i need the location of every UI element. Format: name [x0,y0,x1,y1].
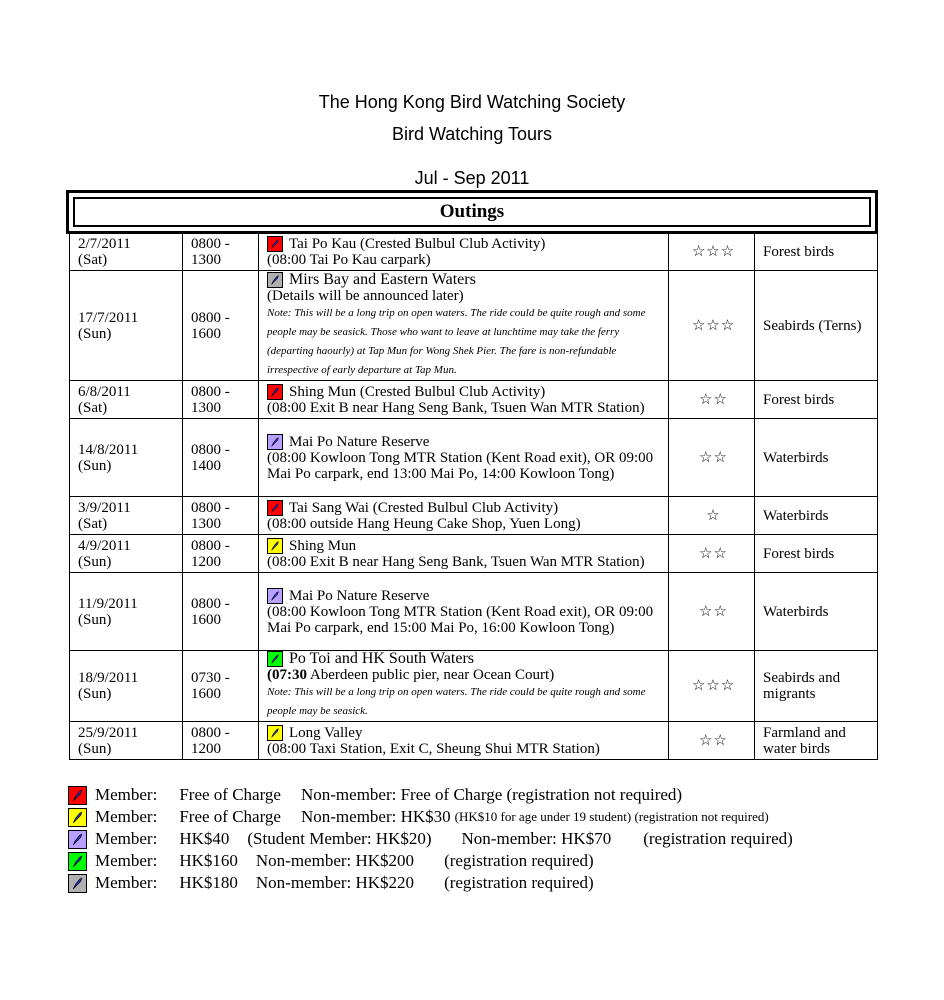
outing-row [70,233,878,271]
period-label: Jul - Sep 2011 [414,168,530,188]
legend-row [68,806,793,828]
outing-title-row [267,384,664,400]
outing-title-row [267,500,664,516]
legend-text: Member: [95,785,158,804]
outing-time-cell [183,722,259,760]
outing-title-row [267,588,664,604]
outing-row [70,535,878,573]
outing-row [70,497,878,535]
outing-time-end: 1200 [191,740,221,757]
outing-location: Mai Po Nature Reserve [289,587,430,604]
outing-day: (Sun) [78,686,112,702]
outing-date: 17/7/2011 [78,309,139,326]
outing-meeting-detail: (08:00 Tai Po Kau carpark) [267,251,431,268]
legend-text: Member: [95,873,158,892]
difficulty-rating: ☆☆☆ [669,233,755,271]
outing-time-end: 1400 [191,457,221,474]
bird-fee-icon [267,272,283,288]
outing-meeting-detail: (08:00 Taxi Station, Exit C, Sheung Shui MTR Station) [267,740,600,757]
outing-description-cell [259,573,669,651]
outing-meeting-point [267,667,664,683]
legend-text: HK$160 [179,851,238,870]
outings-banner [66,190,878,234]
difficulty-rating: ☆☆ [669,381,755,419]
outing-description-cell [259,497,669,535]
legend-text: (registration required) [643,829,793,848]
outing-date-cell [70,419,183,497]
outing-date: 2/7/2011 [78,235,131,252]
outing-title-row [267,725,664,741]
bird-fee-icon [267,384,283,400]
outings-heading: Outings [73,197,871,227]
difficulty-rating: ☆☆☆ [669,271,755,381]
outing-meeting-detail: (08:00 Kowloon Tong MTR Station (Kent Road exit), OR 09:00 Mai Po carpark, end 15:00 Mai Po, 16:00 Kowloon Tong) [267,603,654,636]
bird-fee-icon [267,588,283,604]
outing-description-cell [259,233,669,271]
outing-time-cell [183,233,259,271]
outing-date: 4/9/2011 [78,537,131,554]
outing-time-cell [183,573,259,651]
difficulty-rating: ☆☆☆ [669,651,755,722]
bird-type: Waterbirds [755,573,878,651]
legend-row [68,828,793,850]
outing-meeting-detail: (08:00 Exit B near Hang Seng Bank, Tsuen Wan MTR Station) [267,553,645,570]
outing-time-start: 0800 - [191,595,230,612]
outing-title-row [267,272,664,288]
fee-legend [68,784,793,894]
outing-meeting-time: (07:30 [267,667,307,683]
legend-text: Member: [95,851,158,870]
outing-time-start: 0800 - [191,499,230,516]
bird-type: Seabirds and migrants [755,651,878,722]
legend-text: Non-member: HK$30 [300,807,451,826]
outing-row [70,573,878,651]
outing-description-cell [259,419,669,497]
difficulty-rating: ☆ [669,497,755,535]
outing-date-cell [70,271,183,381]
outing-day: (Sun) [78,325,112,342]
outing-location: Tai Po Kau (Crested Bulbul Club Activity) [289,235,546,252]
bird-fee-icon [267,434,283,450]
outing-description-cell [259,271,669,381]
outing-meeting-detail: Aberdeen public pier, near Ocean Court) [307,667,555,683]
outing-date-cell [70,722,183,760]
outing-time-cell [183,651,259,722]
legend-text: Member: [95,807,158,826]
bird-fee-icon [267,651,283,667]
outing-date-cell [70,233,183,271]
outing-location: Mirs Bay and Eastern Waters [289,270,476,288]
outing-location: Tai Sang Wai (Crested Bulbul Club Activity) [289,499,559,516]
outing-meeting-point [267,252,664,268]
outing-date: 11/9/2011 [78,595,138,612]
outing-row [70,651,878,722]
legend-text: (HK$10 for age under 19 student) (registration not required) [454,809,769,824]
outing-time-start: 0800 - [191,383,230,400]
outing-time-start: 0730 - [191,670,230,686]
outing-date: 14/8/2011 [78,441,139,458]
outing-date-cell [70,381,183,419]
outing-title-row [267,538,664,554]
legend-text: (Student Member: HK$20) [247,829,432,848]
legend-text: Non-member: HK$70 [461,829,612,848]
outing-day: (Sat) [78,515,108,532]
outing-title-row [267,236,664,252]
outing-location: Shing Mun (Crested Bulbul Club Activity) [289,383,546,400]
outing-note: Note: This will be a long trip on open waters. The ride could be quite rough and some people may be seasick. [267,686,646,717]
outing-meeting-detail: (08:00 Exit B near Hang Seng Bank, Tsuen Wan MTR Station) [267,399,645,416]
outing-date-cell [70,573,183,651]
bird-fee-icon [267,725,283,741]
legend-text: Free of Charge [179,785,281,804]
outing-meeting-point [267,604,664,636]
bird-type: Farmland and water birds [755,722,878,760]
outing-meeting-detail: (08:00 outside Hang Heung Cake Shop, Yuen Long) [267,515,581,532]
outing-date: 6/8/2011 [78,383,131,400]
legend-row [68,784,793,806]
outing-meeting-detail: (08:00 Kowloon Tong MTR Station (Kent Road exit), OR 09:00 Mai Po carpark, end 13:00 Mai Po, 14:00 Kowloon Tong) [267,449,654,482]
outing-day: (Sun) [78,457,112,474]
legend-text: Member: [95,829,158,848]
outing-time-cell [183,271,259,381]
page-subtitle: Bird Watching Tours [391,124,553,144]
outing-time-cell [183,497,259,535]
outing-date-cell [70,497,183,535]
org-title: The Hong Kong Bird Watching Society [318,92,626,112]
legend-text: HK$180 [179,873,238,892]
bird-type: Forest birds [755,233,878,271]
outing-time-end: 1600 [191,611,221,628]
legend-text: Non-member: HK$220 [255,873,415,892]
difficulty-rating: ☆☆ [669,535,755,573]
outing-description-cell [259,381,669,419]
bird-type: Waterbirds [755,419,878,497]
outing-location: Shing Mun [289,537,357,554]
outing-title-row [267,651,664,667]
outing-time-cell [183,419,259,497]
outing-meeting-point [267,554,664,570]
outings-table [69,232,878,760]
bird-type: Waterbirds [755,497,878,535]
outing-time-end: 1300 [191,515,221,532]
legend-row [68,850,793,872]
outing-row [70,419,878,497]
outing-time-end: 1600 [191,325,221,342]
outing-description-cell [259,651,669,722]
legend-text: Non-member: Free of Charge (registration not required) [300,785,683,804]
bird-fee-icon [68,786,87,805]
outing-day: (Sun) [78,553,112,570]
outing-row [70,722,878,760]
outing-day: (Sun) [78,740,112,757]
outing-note: Note: This will be a long trip on open waters. The ride could be quite rough and some people may be seasick. Those who want to leave at lunchtime may take the ferry (departing haourly) at Tap Mun for Wong Shek Pier. The fare is non-refundable irrespective of early departure at Tap Mun. [267,306,646,376]
outing-time-end: 1200 [191,553,221,570]
outing-time-start: 0800 - [191,309,230,326]
legend-text: (registration required) [444,873,594,892]
bird-fee-icon [68,852,87,871]
outing-time-cell [183,381,259,419]
outing-day: (Sun) [78,611,112,628]
bird-fee-icon [267,500,283,516]
outing-location: Mai Po Nature Reserve [289,433,430,450]
bird-fee-icon [267,538,283,554]
difficulty-rating: ☆☆ [669,573,755,651]
outing-meeting-point [267,516,664,532]
outing-location: Po Toi and HK South Waters [289,650,474,667]
bird-type: Seabirds (Terns) [755,271,878,381]
outing-time-start: 0800 - [191,537,230,554]
outing-title-row [267,434,664,450]
outing-meeting-point [267,450,664,482]
bird-fee-icon [68,874,87,893]
bird-fee-icon [68,808,87,827]
outing-date-cell [70,535,183,573]
difficulty-rating: ☆☆ [669,722,755,760]
outing-time-end: 1300 [191,399,221,416]
legend-row [68,872,793,894]
outing-date: 3/9/2011 [78,499,131,516]
difficulty-rating: ☆☆ [669,419,755,497]
outing-meeting-point [267,288,664,304]
outing-row [70,381,878,419]
outing-date-cell [70,651,183,722]
outing-day: (Sat) [78,251,108,268]
outing-meeting-detail: (Details will be announced later) [267,287,464,304]
outing-date: 18/9/2011 [78,670,139,686]
outing-time-end: 1600 [191,686,221,702]
outing-date: 25/9/2011 [78,724,139,741]
outing-time-start: 0800 - [191,235,230,252]
bird-fee-icon [267,236,283,252]
outing-time-start: 0800 - [191,441,230,458]
legend-text: HK$40 [179,829,230,848]
outing-time-start: 0800 - [191,724,230,741]
bird-type: Forest birds [755,381,878,419]
outing-row [70,271,878,381]
outing-meeting-point [267,741,664,757]
outing-time-cell [183,535,259,573]
bird-type: Forest birds [755,535,878,573]
outing-day: (Sat) [78,399,108,416]
legend-text: Free of Charge [179,807,281,826]
bird-fee-icon [68,830,87,849]
outing-location: Long Valley [289,724,363,741]
outing-meeting-point [267,400,664,416]
legend-text: Non-member: HK$200 [255,851,415,870]
outing-description-cell [259,535,669,573]
outing-description-cell [259,722,669,760]
legend-text: (registration required) [444,851,594,870]
outing-time-end: 1300 [191,251,221,268]
